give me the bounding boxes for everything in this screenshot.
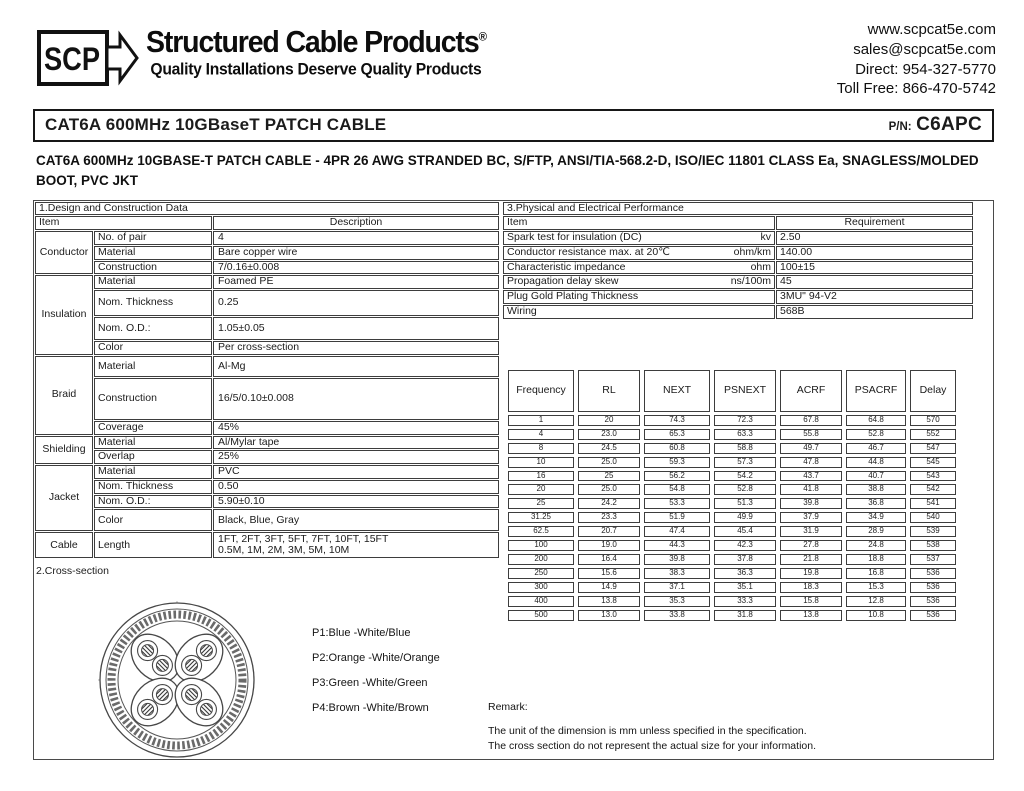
physical-requirement-value: 3MU" 94-V2 <box>776 290 973 304</box>
freq-cell: 200 <box>508 554 574 565</box>
table-row <box>35 509 499 531</box>
table-row <box>508 471 956 482</box>
contact-email: sales@scpcat5e.com <box>853 40 996 58</box>
design-group-label: Cable <box>35 532 93 558</box>
title-bar <box>33 109 994 142</box>
logo-acronym: SCP <box>44 41 100 77</box>
freq-cell: 10.8 <box>846 610 906 621</box>
freq-cell: 56.2 <box>644 471 710 482</box>
table-row <box>35 216 499 230</box>
physical-item <box>503 290 775 304</box>
freq-cell: 543 <box>910 471 956 482</box>
freq-header-cell: PSNEXT <box>714 370 776 412</box>
freq-cell: 47.4 <box>644 526 710 537</box>
contact-tollfree-phone: Toll Free: 866-470-5742 <box>836 80 996 98</box>
freq-cell: 540 <box>910 512 956 523</box>
freq-cell: 539 <box>910 526 956 537</box>
table-row <box>35 465 499 479</box>
table-row <box>35 246 499 260</box>
remark-line-1: The unit of the dimension is mm unless specified in the specification. <box>488 725 807 738</box>
freq-cell: 54.2 <box>714 471 776 482</box>
registered-mark: ® <box>478 29 486 44</box>
design-property-value: 0.50 <box>213 480 499 494</box>
freq-cell: 27.8 <box>780 540 842 551</box>
company-logo <box>36 24 504 90</box>
freq-cell: 49.9 <box>714 512 776 523</box>
freq-cell: 10 <box>508 457 574 468</box>
design-property-label: Color <box>94 509 212 531</box>
design-header-description: Description <box>213 216 499 230</box>
freq-cell: 400 <box>508 596 574 607</box>
cable-cross-section-diagram <box>96 599 258 759</box>
physical-header-item: Item <box>503 216 775 230</box>
physical-item <box>503 275 775 289</box>
freq-cell: 35.3 <box>644 596 710 607</box>
freq-cell: 47.8 <box>780 457 842 468</box>
freq-cell: 57.3 <box>714 457 776 468</box>
table-row <box>503 231 973 245</box>
freq-cell: 15.3 <box>846 582 906 593</box>
freq-cell: 51.3 <box>714 498 776 509</box>
design-property-label: Length <box>94 532 212 558</box>
design-property-value: 5.90±0.10 <box>213 495 499 509</box>
design-property-label: Nom. Thickness <box>94 290 212 316</box>
freq-cell: 24.2 <box>578 498 640 509</box>
table-row <box>508 498 956 509</box>
freq-cell: 31.8 <box>714 610 776 621</box>
design-property-label: Material <box>94 465 212 479</box>
table-row <box>508 429 956 440</box>
table-row <box>503 246 973 260</box>
design-property-label: Color <box>94 341 212 355</box>
freq-cell: 40.7 <box>846 471 906 482</box>
freq-header-cell: PSACRF <box>846 370 906 412</box>
design-property-value: 1.05±0.05 <box>213 317 499 340</box>
design-header-item: Item <box>35 216 212 230</box>
physical-item-label: Characteristic impedance <box>507 260 626 273</box>
freq-cell: 1 <box>508 415 574 426</box>
design-group-label: Conductor <box>35 231 93 274</box>
freq-cell: 542 <box>910 484 956 495</box>
table-row <box>508 443 956 454</box>
pair-color-legend <box>312 627 440 714</box>
spec-body <box>33 200 994 760</box>
freq-cell: 21.8 <box>780 554 842 565</box>
physical-requirement-value: 140.00 <box>776 246 973 260</box>
design-construction-table <box>34 201 500 560</box>
freq-cell: 14.9 <box>578 582 640 593</box>
freq-cell: 536 <box>910 610 956 621</box>
freq-cell: 36.8 <box>846 498 906 509</box>
design-property-label: Material <box>94 436 212 450</box>
freq-cell: 44.3 <box>644 540 710 551</box>
product-title: CAT6A 600MHz 10GBaseT PATCH CABLE <box>45 115 387 135</box>
freq-cell: 39.8 <box>780 498 842 509</box>
physical-item-unit: ohm/km <box>733 245 771 258</box>
design-property-label: Construction <box>94 261 212 275</box>
freq-cell: 34.9 <box>846 512 906 523</box>
cross-section-title: 2.Cross-section <box>36 565 109 578</box>
brand-tagline: Quality Installations Deserve Quality Products <box>150 59 482 79</box>
physical-item-label: Plug Gold Plating Thickness <box>507 290 639 303</box>
contact-info <box>837 20 996 99</box>
remark-label: Remark: <box>488 700 528 713</box>
legend-item-pair4: P4:Brown -White/Brown <box>312 702 429 715</box>
table-row <box>35 421 499 435</box>
design-property-label: Material <box>94 275 212 289</box>
table-row <box>35 532 499 558</box>
freq-cell: 552 <box>910 429 956 440</box>
freq-cell: 536 <box>910 582 956 593</box>
table-row <box>35 290 499 316</box>
physical-item-label: Conductor resistance max. at 20℃ <box>507 245 670 258</box>
freq-cell: 54.8 <box>644 484 710 495</box>
freq-cell: 41.8 <box>780 484 842 495</box>
part-number <box>889 114 982 136</box>
design-property-label: Construction <box>94 378 212 420</box>
product-description: CAT6A 600MHz 10GBASE-T PATCH CABLE - 4PR 26 AWG STRANDED BC, S/FTP, ANSI/TIA-568.2-D, ISO/IEC 11801 CLASS Ea, SNAGLESS/MOLDED BOOT, PVC JKT <box>36 153 979 189</box>
design-group-label: Braid <box>35 356 93 435</box>
design-property-value: Foamed PE <box>213 275 499 289</box>
freq-cell: 62.5 <box>508 526 574 537</box>
freq-cell: 60.8 <box>644 443 710 454</box>
legend-item-pair3: P3:Green -White/Green <box>312 677 428 690</box>
freq-cell: 538 <box>910 540 956 551</box>
design-table-title: 1.Design and Construction Data <box>35 202 499 216</box>
freq-cell: 53.3 <box>644 498 710 509</box>
table-row <box>35 231 499 245</box>
freq-cell: 52.8 <box>846 429 906 440</box>
table-row <box>503 216 973 230</box>
freq-cell: 45.4 <box>714 526 776 537</box>
physical-requirement-value: 568B <box>776 305 973 319</box>
table-row <box>503 202 973 216</box>
brand-name-text: Structured Cable Products <box>146 24 479 59</box>
freq-cell: 67.8 <box>780 415 842 426</box>
freq-cell: 25 <box>508 498 574 509</box>
freq-cell: 58.8 <box>714 443 776 454</box>
freq-cell: 35.1 <box>714 582 776 593</box>
freq-cell: 500 <box>508 610 574 621</box>
freq-cell: 52.8 <box>714 484 776 495</box>
physical-item-unit: kv <box>760 231 771 244</box>
freq-cell: 72.3 <box>714 415 776 426</box>
freq-cell: 59.3 <box>644 457 710 468</box>
table-row <box>508 526 956 537</box>
freq-cell: 537 <box>910 554 956 565</box>
freq-cell: 42.3 <box>714 540 776 551</box>
freq-header-cell: ACRF <box>780 370 842 412</box>
brand-name <box>146 26 486 58</box>
freq-cell: 25.0 <box>578 457 640 468</box>
freq-cell: 547 <box>910 443 956 454</box>
freq-cell: 12.8 <box>846 596 906 607</box>
contact-direct-phone: Direct: 954-327-5770 <box>855 60 996 78</box>
freq-header-cell: NEXT <box>644 370 710 412</box>
design-property-label: Nom. Thickness <box>94 480 212 494</box>
freq-header-cell: Delay <box>910 370 956 412</box>
logo-arrow-icon <box>107 35 137 81</box>
table-row <box>508 596 956 607</box>
table-row <box>508 582 956 593</box>
table-row <box>35 450 499 464</box>
design-group-label: Insulation <box>35 275 93 355</box>
performance-column <box>488 201 993 759</box>
design-property-label: Nom. O.D.: <box>94 317 212 340</box>
physical-table-title: 3.Physical and Electrical Performance <box>503 202 973 216</box>
table-row <box>503 305 973 319</box>
pn-value: C6APC <box>916 114 982 136</box>
freq-cell: 536 <box>910 596 956 607</box>
freq-cell: 24.5 <box>578 443 640 454</box>
design-property-value: Al/Mylar tape <box>213 436 499 450</box>
physical-item <box>503 231 775 245</box>
physical-item <box>503 305 775 319</box>
freq-cell: 43.7 <box>780 471 842 482</box>
freq-cell: 46.7 <box>846 443 906 454</box>
freq-cell: 19.8 <box>780 568 842 579</box>
design-property-label: Material <box>94 246 212 260</box>
freq-cell: 23.0 <box>578 429 640 440</box>
freq-cell: 13.0 <box>578 610 640 621</box>
freq-cell: 28.9 <box>846 526 906 537</box>
freq-cell: 20 <box>508 484 574 495</box>
freq-cell: 37.9 <box>780 512 842 523</box>
table-row <box>35 317 499 340</box>
freq-cell: 63.3 <box>714 429 776 440</box>
table-row <box>503 275 973 289</box>
freq-cell: 100 <box>508 540 574 551</box>
design-property-value: 45% <box>213 421 499 435</box>
freq-cell: 20.7 <box>578 526 640 537</box>
freq-cell: 64.8 <box>846 415 906 426</box>
table-row <box>35 378 499 420</box>
physical-item <box>503 246 775 260</box>
table-row <box>508 568 956 579</box>
design-property-label: Overlap <box>94 450 212 464</box>
freq-cell: 18.8 <box>846 554 906 565</box>
table-row <box>508 370 956 412</box>
freq-cell: 16.4 <box>578 554 640 565</box>
design-property-value: Black, Blue, Gray <box>213 509 499 531</box>
freq-cell: 20 <box>578 415 640 426</box>
freq-cell: 25 <box>578 471 640 482</box>
design-property-label: No. of pair <box>94 231 212 245</box>
table-row <box>35 356 499 377</box>
table-row <box>508 484 956 495</box>
freq-header-cell: Frequency <box>508 370 574 412</box>
freq-cell: 300 <box>508 582 574 593</box>
physical-item-label: Propagation delay skew <box>507 275 619 288</box>
brand-block <box>146 26 486 79</box>
freq-cell: 536 <box>910 568 956 579</box>
freq-cell: 16.8 <box>846 568 906 579</box>
design-group-label: Jacket <box>35 465 93 531</box>
physical-item-label: Wiring <box>507 304 537 317</box>
table-row <box>503 261 973 275</box>
header <box>0 0 1024 103</box>
table-row <box>35 202 499 216</box>
freq-header-cell: RL <box>578 370 640 412</box>
freq-cell: 570 <box>910 415 956 426</box>
design-property-value: Al-Mg <box>213 356 499 377</box>
freq-cell: 37.8 <box>714 554 776 565</box>
physical-requirement-value: 2.50 <box>776 231 973 245</box>
design-property-value: 25% <box>213 450 499 464</box>
scp-logo-mark-icon <box>36 24 140 90</box>
freq-cell: 31.9 <box>780 526 842 537</box>
table-row <box>503 290 973 304</box>
table-row <box>508 554 956 565</box>
freq-cell: 13.8 <box>578 596 640 607</box>
freq-cell: 545 <box>910 457 956 468</box>
freq-cell: 51.9 <box>644 512 710 523</box>
design-property-value: 1FT, 2FT, 3FT, 5FT, 7FT, 10FT, 15FT 0.5M, 1M, 2M, 3M, 5M, 10M <box>213 532 499 558</box>
table-row <box>35 495 499 509</box>
freq-cell: 36.3 <box>714 568 776 579</box>
freq-cell: 16 <box>508 471 574 482</box>
freq-cell: 15.6 <box>578 568 640 579</box>
contact-website: www.scpcat5e.com <box>867 21 996 38</box>
freq-cell: 250 <box>508 568 574 579</box>
freq-cell: 18.3 <box>780 582 842 593</box>
freq-cell: 38.8 <box>846 484 906 495</box>
design-property-value: 4 <box>213 231 499 245</box>
design-property-value: 7/0.16±0.008 <box>213 261 499 275</box>
table-row <box>35 341 499 355</box>
freq-cell: 15.8 <box>780 596 842 607</box>
physical-electrical-table <box>502 201 974 320</box>
design-property-label: Nom. O.D.: <box>94 495 212 509</box>
design-column <box>34 201 500 759</box>
freq-cell: 25.0 <box>578 484 640 495</box>
legend-item-pair2: P2:Orange -White/Orange <box>312 652 440 665</box>
freq-cell: 8 <box>508 443 574 454</box>
freq-cell: 37.1 <box>644 582 710 593</box>
remark-block <box>488 700 974 755</box>
table-row <box>508 512 956 523</box>
design-group-label: Shielding <box>35 436 93 465</box>
freq-cell: 38.3 <box>644 568 710 579</box>
table-row <box>508 610 956 621</box>
physical-header-requirement: Requirement <box>776 216 973 230</box>
freq-cell: 74.3 <box>644 415 710 426</box>
table-row <box>35 480 499 494</box>
table-row <box>508 540 956 551</box>
freq-cell: 541 <box>910 498 956 509</box>
physical-requirement-value: 45 <box>776 275 973 289</box>
freq-cell: 33.8 <box>644 610 710 621</box>
freq-cell: 49.7 <box>780 443 842 454</box>
design-property-value: 16/5/0.10±0.008 <box>213 378 499 420</box>
cross-section-area <box>34 577 500 759</box>
table-row <box>508 415 956 426</box>
table-row <box>35 261 499 275</box>
design-property-value: Per cross-section <box>213 341 499 355</box>
design-property-value: 0.25 <box>213 290 499 316</box>
design-property-label: Material <box>94 356 212 377</box>
freq-cell: 4 <box>508 429 574 440</box>
physical-item-unit: ohm <box>750 260 771 273</box>
pn-label: P/N: <box>888 121 912 134</box>
frequency-performance-table <box>504 367 960 624</box>
freq-cell: 55.8 <box>780 429 842 440</box>
legend-item-pair1: P1:Blue -White/Blue <box>312 627 411 640</box>
table-row <box>35 275 499 289</box>
design-property-value: Bare copper wire <box>213 246 499 260</box>
freq-cell: 24.8 <box>846 540 906 551</box>
freq-cell: 31.25 <box>508 512 574 523</box>
physical-item-label: Spark test for insulation (DC) <box>507 231 642 244</box>
design-property-value: PVC <box>213 465 499 479</box>
physical-item-unit: ns/100m <box>730 275 771 288</box>
freq-cell: 13.8 <box>780 610 842 621</box>
freq-cell: 44.8 <box>846 457 906 468</box>
design-property-label: Coverage <box>94 421 212 435</box>
physical-requirement-value: 100±15 <box>776 261 973 275</box>
table-row <box>35 436 499 450</box>
freq-cell: 39.8 <box>644 554 710 565</box>
freq-cell: 23.3 <box>578 512 640 523</box>
freq-cell: 33.3 <box>714 596 776 607</box>
remark-line-2: The cross section do not represent the actual size for your information. <box>488 740 816 753</box>
physical-item <box>503 261 775 275</box>
table-row <box>508 457 956 468</box>
freq-cell: 19.0 <box>578 540 640 551</box>
freq-cell: 65.3 <box>644 429 710 440</box>
